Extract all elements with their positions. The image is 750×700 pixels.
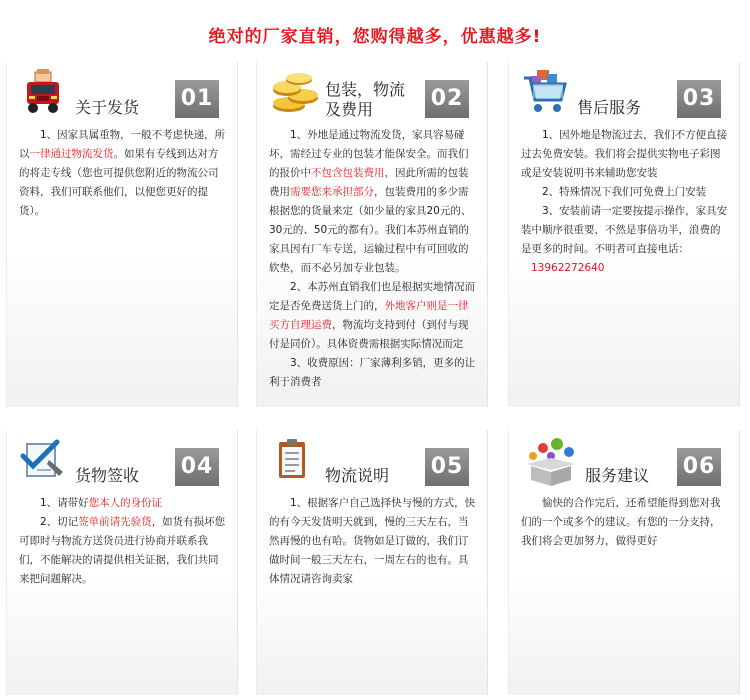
panel-body [269, 126, 477, 392]
paragraph-1: 1、外地是通过物流发货，家具容易碰坏，需经过专业的包装才能保安全。而我们的报价中不包含包装费用，因此所需的包装费用需要您来承担部分，包装费用的多少需根据您的货量来定（如少量的家具20元的、30元的、50元的都有）。我们本苏州直销的家具因有厂车专送，运输过程中有可回收的软垫，而不必另加专业包装。 [269, 129, 472, 274]
paragraph-3: 3、收费原因：厂家薄利多销，更多的让利于消费者 [269, 357, 476, 388]
panel-number-badge: 02 [425, 80, 469, 118]
panel-logistics [256, 430, 488, 695]
truck-icon [19, 68, 67, 116]
paragraph-2: 2、本苏州直销我们也是根据实地情况而定是否免费送货上门的，外地客户则是一律买方自理运费，物流均支持到付（到付与现付是同价）。具体资费需根据实际情况而定 [269, 281, 476, 350]
panel-body [19, 494, 227, 589]
panel-receipt [6, 430, 238, 695]
panel-number-badge: 04 [175, 448, 219, 486]
panel-number-badge: 06 [677, 448, 721, 486]
paragraph-1: 1、请带好您本人的身份证 [40, 497, 163, 509]
panel-body [521, 494, 729, 551]
shopping-cart-icon [521, 68, 569, 116]
panel-body [521, 126, 729, 278]
paragraph-2: 2、切记签单前请先验货，如货有损坏您可即时与物流方送货员进行协商并联系我们，不能解决的请提供相关证据，我们共同来把问题解决。 [19, 516, 226, 585]
panel-title: 服务建议 [585, 466, 650, 485]
panel-title: 物流说明 [325, 466, 390, 485]
panel-title: 售后服务 [577, 98, 642, 117]
panel-title: 包装，物流 及费用 [325, 80, 406, 119]
paragraph-1: 1、因家具属重物，一般不考虑快递，所以一律通过物流发货。如果有专线到达对方的将走专线（您也可提供您附近的物流公司资料，我们可联系他们，以便您更好的提货）。 [19, 129, 226, 217]
panel-number-badge: 01 [175, 80, 219, 118]
panel-suggestions [508, 430, 740, 695]
paragraph-1: 1、根据客户自己选择快与慢的方式，快的有今天发货明天就到，慢的三天左右，当然再慢的也有哈。货物如是订做的，我们订做时间一般三天左右，一周左右的也有。具体情况请咨询卖家 [269, 497, 476, 585]
paragraph-2: 2、特殊情况下我们可免费上门安装 [542, 186, 707, 198]
panel-body [19, 126, 227, 221]
panel-body [269, 494, 477, 589]
gift-box-icon [521, 436, 581, 484]
phone-number: 13962272640 [531, 262, 605, 274]
headline: 绝对的厂家直销，您购得越多，优惠越多! [208, 27, 542, 47]
panel-title: 关于发货 [75, 98, 140, 117]
paragraph-1: 1、因外地是物流过去，我们不方便直接过去免费安装。我们将会提供实物电子彩图或是安装说明书来辅助您安装 [521, 129, 728, 179]
panel-number-badge: 05 [425, 448, 469, 486]
clipboard-icon [269, 436, 317, 484]
checklist-icon [19, 436, 67, 484]
panel-after-sales [508, 62, 740, 407]
panel-number-badge: 03 [677, 80, 721, 118]
panel-shipping [6, 62, 238, 407]
paragraph-3: 3、安装前请一定要按提示操作，家具安装中顺序很重要，不然是事倍功半，浪费的是更多的时间。不明者可直接电话： [521, 205, 728, 255]
panel-packaging [256, 62, 488, 407]
gold-coins-icon [269, 68, 317, 116]
paragraph-1: 愉快的合作完后，还希望能得到您对我们的一个或多个的建议。有您的一分支持，我们将会更加努力，做得更好 [521, 497, 721, 547]
panel-title: 货物签收 [75, 466, 140, 485]
